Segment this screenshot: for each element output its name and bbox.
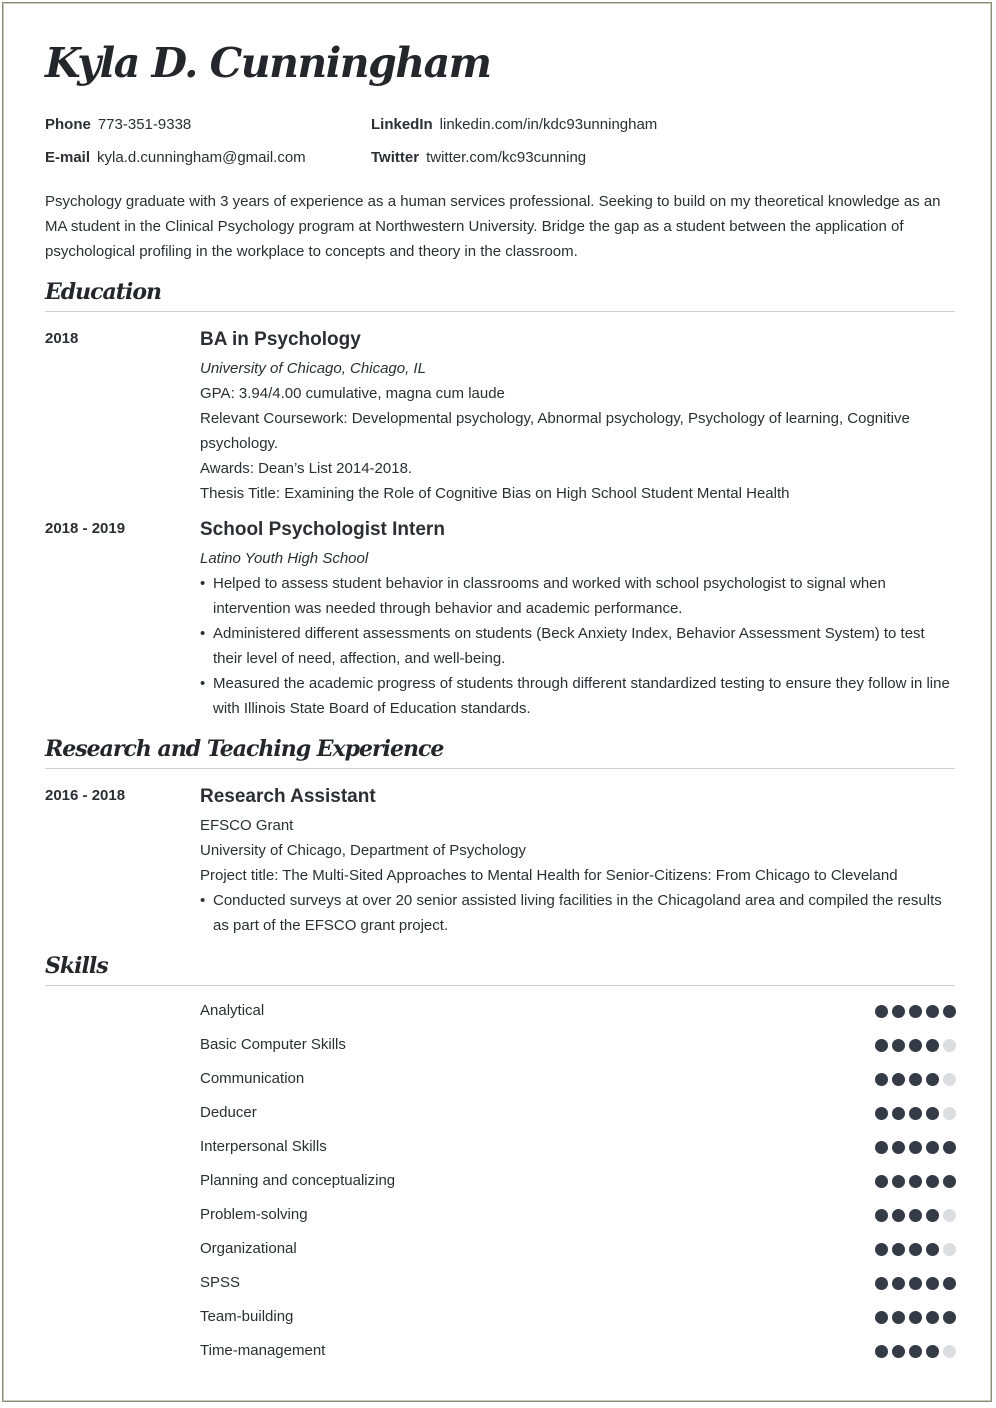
entry-title: School Psychologist Intern [200,519,445,540]
skill-label: Team-building [200,1308,294,1325]
rating-dot-filled [875,1209,888,1222]
entry-line: Awards: Dean’s List 2014-2018. [200,460,413,477]
rating-dot-filled [926,1141,939,1154]
rating-dot-filled [909,1277,922,1290]
twitter-label: Twitter [371,149,420,166]
contact-email [45,149,306,166]
rating-dot-filled [909,1345,922,1358]
entry-line: EFSCO Grant [200,817,294,834]
rating-dot-filled [875,1141,888,1154]
rating-dot-filled [892,1005,905,1018]
rating-dot-filled [892,1311,905,1324]
rating-dot-empty [943,1345,956,1358]
bullet-item: • Administered different assessments on students (Beck Anxiety Index, Behavior Assessment System) to test their level of need, affection, and well-being. [200,621,955,671]
linkedin-value[interactable]: linkedin.com/in/kdc93unningham [439,116,658,133]
rating-dot-filled [926,1311,939,1324]
bullet-item: • Conducted surveys at over 20 senior assisted living facilities in the Chicagoland area and compiled the results as part of the EFSCO grant project. [200,888,955,938]
email-value[interactable]: kyla.d.cunningham@gmail.com [97,149,306,166]
research-heading: Research and Teaching Experience [45,736,444,762]
phone-label: Phone [45,116,91,133]
rating-dot-empty [943,1107,956,1120]
entry-title: BA in Psychology [200,329,361,350]
rating-dot-filled [943,1141,956,1154]
research-entry [200,785,955,938]
skill-rating [871,1277,956,1290]
resume-page [2,2,992,1402]
bullet-item: • Helped to assess student behavior in classrooms and worked with school psychologist to signal when intervention was needed through behavior and academic performance. [200,571,955,621]
contact-linkedin [371,116,657,133]
rating-dot-filled [909,1175,922,1188]
rating-dot-filled [943,1175,956,1188]
entry-bullets [200,888,955,938]
skill-row [200,1067,956,1101]
skill-label: Problem-solving [200,1206,308,1223]
skill-row [200,1169,956,1203]
rating-dot-filled [875,1277,888,1290]
rating-dot-filled [892,1345,905,1358]
skill-row [200,1237,956,1271]
education-divider [45,311,955,312]
rating-dot-filled [875,1345,888,1358]
entry-line: GPA: 3.94/4.00 cumulative, magna cum laude [200,385,505,402]
phone-value: 773-351-9338 [97,116,192,133]
rating-dot-filled [875,1311,888,1324]
rating-dot-filled [943,1005,956,1018]
rating-dot-filled [909,1243,922,1256]
skills-heading: Skills [45,953,108,979]
rating-dot-empty [943,1209,956,1222]
skill-rating [871,1243,956,1256]
rating-dot-filled [926,1073,939,1086]
rating-dot-filled [926,1209,939,1222]
linkedin-label: LinkedIn [371,116,433,133]
entry-line: Project title: The Multi-Sited Approaches to Mental Health for Senior-Citizens: From Chicago to Cleveland [200,867,898,884]
entry-organization: Latino Youth High School [200,550,369,567]
skill-label: Time-management [200,1342,326,1359]
rating-dot-filled [892,1073,905,1086]
internship-entry [200,518,955,721]
skill-label: Deducer [200,1104,257,1121]
skill-row [200,1033,956,1067]
education-date: 2018 [45,330,79,347]
skill-rating [871,1073,956,1086]
skill-row [200,1135,956,1169]
rating-dot-empty [943,1243,956,1256]
rating-dot-filled [926,1175,939,1188]
entry-line: Thesis Title: Examining the Role of Cognitive Bias on High School Student Mental Health [200,485,790,502]
education-heading: Education [45,279,161,305]
rating-dot-filled [875,1039,888,1052]
research-date: 2016 - 2018 [45,787,126,804]
skill-label: Interpersonal Skills [200,1138,327,1155]
rating-dot-filled [875,1005,888,1018]
rating-dot-empty [943,1073,956,1086]
skill-rating [871,1107,956,1120]
rating-dot-filled [875,1175,888,1188]
twitter-value[interactable]: twitter.com/kc93cunning [426,149,587,166]
skill-rating [871,1005,956,1018]
rating-dot-filled [909,1107,922,1120]
entry-organization: University of Chicago, Chicago, IL [200,360,426,377]
rating-dot-filled [926,1345,939,1358]
rating-dot-filled [875,1073,888,1086]
skill-rating [871,1141,956,1154]
internship-date: 2018 - 2019 [45,520,126,537]
contact-twitter [371,149,586,166]
email-label: E-mail [45,149,91,166]
skill-rating [871,1175,956,1188]
rating-dot-filled [875,1243,888,1256]
skill-row [200,1339,956,1373]
rating-dot-filled [926,1039,939,1052]
bullet-item: • Measured the academic progress of students through different standardized testing to ensure they follow in line with Illinois State Board of Education standards. [200,671,955,721]
entry-bullets [200,571,955,721]
research-divider [45,768,955,769]
rating-dot-filled [892,1209,905,1222]
education-entry [200,328,955,506]
skill-row [200,1203,956,1237]
rating-dot-filled [909,1073,922,1086]
skill-rating [871,1311,956,1324]
skill-label: Basic Computer Skills [200,1036,346,1053]
skill-label: Communication [200,1070,305,1087]
rating-dot-filled [926,1243,939,1256]
skill-label: Organizational [200,1240,297,1257]
rating-dot-filled [943,1311,956,1324]
rating-dot-filled [892,1243,905,1256]
skill-rating [871,1209,956,1222]
skill-row [200,1101,956,1135]
candidate-name: Kyla D. Cunningham [45,39,491,87]
summary-text: Psychology graduate with 3 years of experience as a human services professional. Seeking to build on my theoretical knowledge as an MA student in the Clinical Psychology program at Northwestern University. Bridge the gap as a student between the application of psychological profiling in the workplace to concepts and theory in the classroom. [45,193,941,260]
skill-row [200,1305,956,1339]
skill-row [200,999,956,1033]
rating-dot-filled [875,1107,888,1120]
skill-label: Planning and conceptualizing [200,1172,396,1189]
skill-row [200,1271,956,1305]
rating-dot-filled [892,1175,905,1188]
entry-title: Research Assistant [200,786,376,807]
rating-dot-filled [892,1277,905,1290]
rating-dot-filled [909,1141,922,1154]
skills-list [200,999,956,1373]
entry-line: University of Chicago, Department of Psychology [200,842,526,859]
rating-dot-filled [926,1107,939,1120]
rating-dot-filled [909,1005,922,1018]
rating-dot-filled [926,1005,939,1018]
rating-dot-filled [909,1311,922,1324]
rating-dot-filled [943,1277,956,1290]
skills-divider [45,985,955,986]
rating-dot-filled [892,1039,905,1052]
entry-line: Relevant Coursework: Developmental psychology, Abnormal psychology, Psychology of learning, Cognitive psychology. [200,410,910,452]
rating-dot-filled [892,1141,905,1154]
skill-label: Analytical [200,1002,265,1019]
contact-phone [45,116,191,133]
rating-dot-filled [909,1039,922,1052]
rating-dot-empty [943,1039,956,1052]
rating-dot-filled [892,1107,905,1120]
rating-dot-filled [909,1209,922,1222]
skill-rating [871,1345,956,1358]
rating-dot-filled [926,1277,939,1290]
skill-label: SPSS [200,1274,241,1291]
skill-rating [871,1039,956,1052]
